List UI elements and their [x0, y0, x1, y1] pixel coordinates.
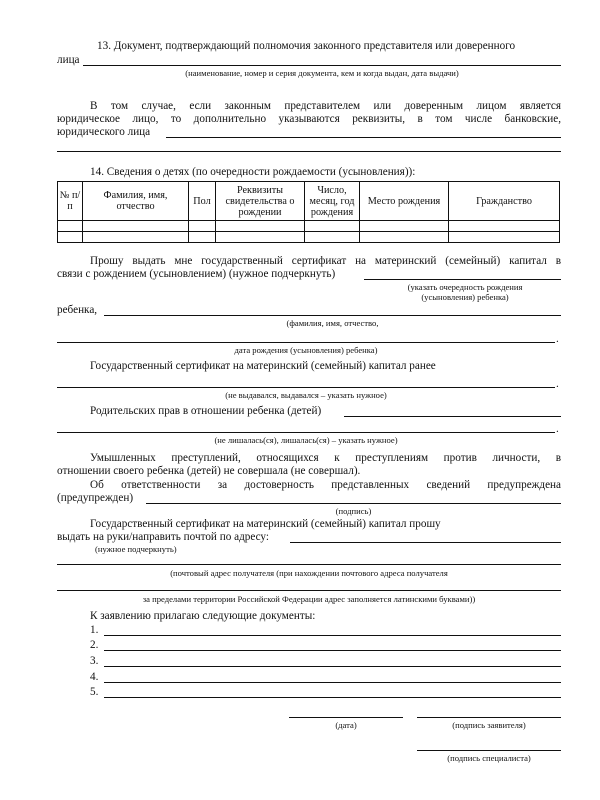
parental-rights-line[interactable] — [344, 416, 561, 417]
item13-text-cont: лица — [57, 54, 80, 66]
attachment-number: 4. — [90, 671, 99, 683]
period-mark: . — [556, 378, 559, 390]
legal-entity-line2: юридическое лицо, то дополнительно указываются реквизиты, в том числе банковские, — [57, 113, 561, 125]
item14-title: 14. Сведения о детях (по очередности рождаемости (усыновления)): — [90, 166, 416, 178]
request-line2: связи с рождением (усыновлением) (нужное подчеркнуть) — [57, 268, 336, 280]
attachment-line-4[interactable] — [104, 682, 561, 683]
period-mark: . — [556, 423, 559, 435]
col-citizenship: Гражданство — [449, 182, 560, 221]
attachment-number: 1. — [90, 624, 99, 636]
responsibility-line2: (предупрежден) — [57, 492, 134, 504]
birth-order-line[interactable] — [364, 279, 561, 280]
responsibility-line1: Об ответственности за достоверность представленных сведений предупреждена — [90, 479, 561, 491]
child-fio-line[interactable] — [104, 315, 561, 316]
table-row[interactable] — [58, 232, 560, 243]
attachment-line-1[interactable] — [104, 635, 561, 636]
certificate-before-caption: (не выдавался, выдавался – указать нужное) — [225, 390, 387, 400]
delivery-address-line[interactable] — [290, 542, 561, 543]
responsibility-caption: (подпись) — [335, 506, 372, 516]
legal-entity-field-line2[interactable] — [57, 151, 561, 152]
parental-rights-caption: (не лишалась(ся), лишалась(ся) – указать нужное) — [214, 435, 398, 445]
child-fio-caption: (фамилия, имя, отчество, — [286, 318, 379, 328]
specialist-signature-line[interactable] — [417, 750, 561, 751]
attachment-line-2[interactable] — [104, 650, 561, 651]
legal-entity-line1: В том случае, если законным представителем или доверенным лицом является — [90, 100, 561, 112]
col-sex: Пол — [189, 182, 216, 221]
delivery-line1: Государственный сертификат на материнский (семейный) капитал прошу — [90, 518, 441, 530]
children-table-header — [58, 182, 560, 221]
item13-field-line[interactable] — [83, 65, 561, 66]
birth-order-caption1: (указать очередность рождения — [407, 282, 523, 292]
attachment-number: 5. — [90, 686, 99, 698]
delivery-address-line2[interactable] — [57, 564, 561, 565]
child-birthdate-line[interactable] — [57, 342, 555, 343]
delivery-address-caption1: (почтовый адрес получателя (при нахождении почтового адреса получателя — [170, 568, 448, 578]
date-line[interactable] — [289, 717, 403, 718]
request-line1: Прошу выдать мне государственный сертификат на материнский (семейный) капитал в — [90, 255, 561, 267]
child-birthdate-caption: дата рождения (усыновления) ребенка) — [234, 345, 378, 355]
responsibility-signature-line[interactable] — [146, 503, 561, 504]
applicant-signature-caption: (подпись заявителя) — [452, 720, 526, 730]
col-number: № п/п — [58, 182, 83, 221]
attachment-number: 3. — [90, 655, 99, 667]
item13-caption: (наименование, номер и серия документа, кем и когда выдан, дата выдачи) — [185, 68, 459, 78]
delivery-address-caption2: за пределами территории Российской Федерации адрес заполняется латинскими буквами)) — [142, 594, 476, 604]
item13-text: 13. Документ, подтверждающий полномочия законного представителя или доверенного — [97, 40, 516, 52]
legal-entity-line3: юридического лица — [57, 126, 151, 138]
col-fio: Фамилия, имя, отчество — [83, 182, 189, 221]
date-caption: (дата) — [335, 720, 357, 730]
parental-rights-line2[interactable] — [57, 432, 555, 433]
delivery-address-line3[interactable] — [57, 590, 561, 591]
crimes-line1: Умышленных преступлений, относящихся к преступлениям против личности, в — [90, 452, 561, 464]
applicant-signature-line[interactable] — [417, 717, 561, 718]
col-birthplace: Место рождения — [360, 182, 449, 221]
parental-rights-text: Родительских прав в отношении ребенка (детей) — [90, 405, 322, 417]
child-label: ребенка, — [57, 304, 98, 316]
certificate-before-line[interactable] — [57, 387, 555, 388]
children-table — [57, 181, 560, 243]
specialist-signature-caption: (подпись специалиста) — [447, 753, 531, 763]
delivery-line2: выдать на руки/направить почтой по адресу: — [57, 531, 269, 543]
col-certificate: Реквизиты свидетельства о рождении — [216, 182, 305, 221]
table-row[interactable] — [58, 221, 560, 232]
attachment-line-3[interactable] — [104, 666, 561, 667]
attachment-line-5[interactable] — [104, 697, 561, 698]
crimes-line2: отношении своего ребенка (детей) не совершала (не совершал). — [57, 465, 361, 477]
certificate-before-text: Государственный сертификат на материнский (семейный) капитал ранее — [90, 360, 436, 372]
col-birthdate: Число, месяц, год рождения — [305, 182, 360, 221]
legal-entity-field-line[interactable] — [166, 137, 561, 138]
attachments-title: К заявлению прилагаю следующие документы: — [90, 610, 316, 622]
birth-order-caption2: (усыновления) ребенка) — [421, 292, 509, 302]
delivery-underline-caption: (нужное подчеркнуть) — [95, 544, 177, 554]
attachment-number: 2. — [90, 639, 99, 651]
period-mark: . — [556, 333, 559, 345]
